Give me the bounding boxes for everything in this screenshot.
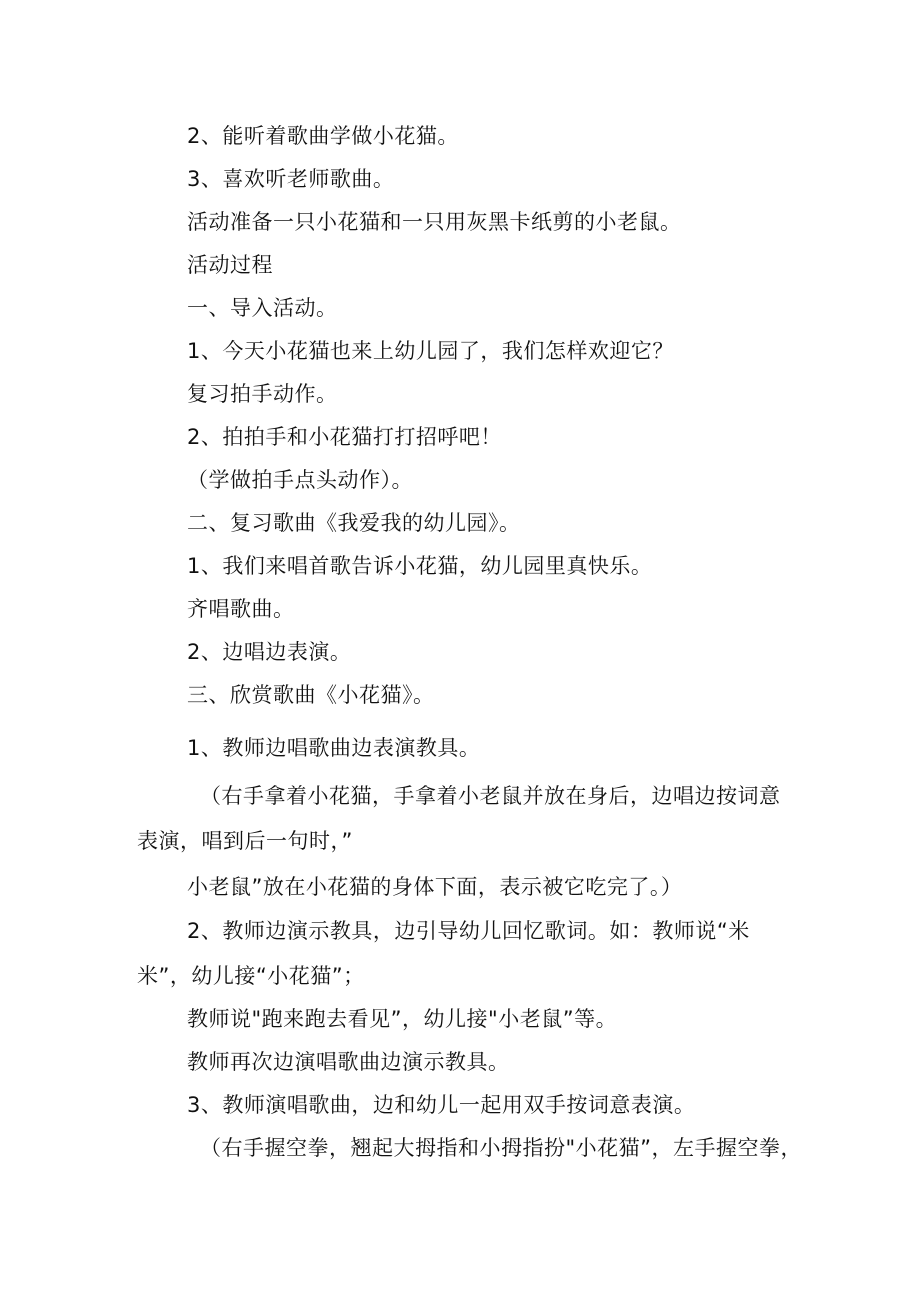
text-line: （学做拍手点头动作）。 xyxy=(187,468,413,492)
text-line: 1、今天小花猫也来上幼儿园了，我们怎样欢迎它？ xyxy=(187,339,674,363)
text-line: 米”，幼儿接“小花猫”； xyxy=(137,964,365,988)
text-line: 2、边唱边表演。 xyxy=(187,640,352,664)
section-heading: 活动过程 xyxy=(187,253,273,277)
text-line: （右手握空拳，翘起大拇指和小拇指扮"小花猫”，左手握空拳， xyxy=(200,1136,803,1160)
text-line: 3、教师演唱歌曲，边和幼儿一起用双手按词意表演。 xyxy=(187,1093,696,1117)
text-line: 教师说"跑来跑去看见”，幼儿接"小老鼠”等。 xyxy=(187,1007,618,1031)
text-line: 1、教师边唱歌曲边表演教具。 xyxy=(187,736,481,760)
text-line: 2、拍拍手和小花猫打打招呼吧！ xyxy=(187,425,502,449)
text-line: 2、能听着歌曲学做小花猫。 xyxy=(187,124,459,148)
text-line: 活动准备一只小花猫和一只用灰黑卡纸剪的小老鼠。 xyxy=(187,210,682,234)
text-line: 表演，唱到后一句时，” xyxy=(137,829,353,853)
text-line: 3、喜欢听老师歌曲。 xyxy=(187,167,395,191)
text-line: 1、我们来唱首歌告诉小花猫，幼儿园里真快乐。 xyxy=(187,554,653,578)
text-line: （右手拿着小花猫，手拿着小老鼠并放在身后，边唱边按词意 xyxy=(200,784,781,808)
text-line: 教师再次边演唱歌曲边演示教具。 xyxy=(187,1050,510,1074)
section-heading: 三、欣赏歌曲《小花猫》。 xyxy=(187,683,435,707)
text-line: 齐唱歌曲。 xyxy=(187,597,295,621)
text-line: 小老鼠”放在小花猫的身体下面，表示被它吃完了。） xyxy=(187,875,683,899)
section-heading: 一、导入活动。 xyxy=(187,296,338,320)
section-heading: 二、复习歌曲《我爱我的幼儿园》。 xyxy=(187,511,521,535)
text-line: 复习拍手动作。 xyxy=(187,382,338,406)
text-line: 2、教师边演示教具，边引导幼儿回忆歌词。如：教师说“米 xyxy=(187,919,750,943)
